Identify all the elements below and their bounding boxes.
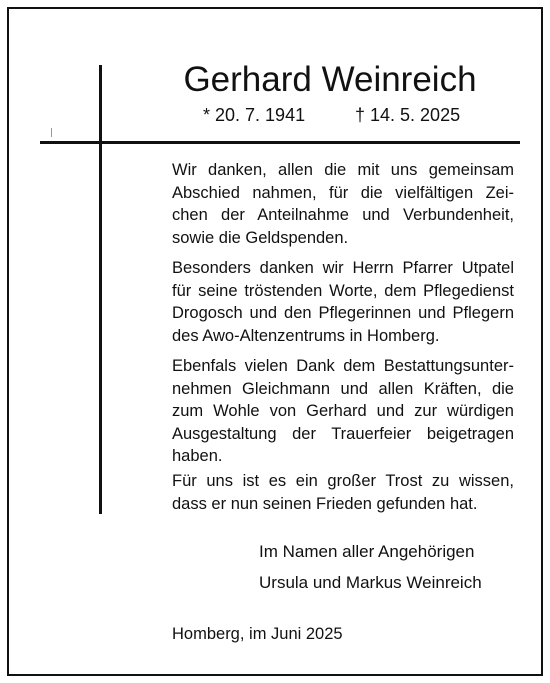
- text-line: Besonders danken wir Herrn Pfarrer Utpatel: [172, 259, 514, 277]
- place-and-date: Homberg, im Juni 2025: [172, 625, 343, 643]
- text-line: für seine tröstenden Worte, dem Pflegedienst: [172, 281, 514, 300]
- text-line: haben.: [172, 447, 223, 466]
- small-mark: [51, 128, 52, 137]
- deceased-name: Gerhard Weinreich: [183, 60, 477, 99]
- signature-names: Ursula und Markus Weinreich: [259, 573, 482, 592]
- text-line: nehmen Gleichmann und allen Kräften, die: [172, 379, 514, 398]
- text-line: Ebenfals vielen Dank dem Bestattungsunter-: [172, 357, 514, 375]
- text-line: zum Wohle von Gerhard und zur würdigen: [172, 402, 514, 421]
- paragraph-comfort: [172, 470, 514, 515]
- paragraph-special-thanks: [172, 257, 514, 347]
- cross-vertical-bar: [99, 65, 102, 514]
- birth-date: * 20. 7. 1941: [203, 105, 306, 125]
- paragraph-funeral-thanks: [172, 355, 514, 468]
- cross-horizontal-bar: [40, 141, 520, 144]
- death-date: † 14. 5. 2025: [355, 105, 461, 125]
- text-line: Für uns ist es ein großer Trost zu wissen,: [172, 472, 514, 490]
- text-line: dass er nun seinen Frieden gefunden hat.: [172, 494, 478, 513]
- paragraph-thanks: [172, 159, 514, 249]
- signature-intro: Im Namen aller Angehörigen: [259, 542, 475, 561]
- text-line: Abschied nahmen, für die vielfältigen Zei-: [172, 183, 514, 202]
- text-line: Ausgestaltung der Trauerfeier beigetragen: [172, 424, 514, 443]
- text-line: Drogosch und den Pflegerinnen und Pflegern: [172, 304, 514, 323]
- text-line: des Awo-Altenzentrums in Homberg.: [172, 326, 440, 345]
- text-line: sowie die Geldspenden.: [172, 228, 349, 247]
- text-line: chen der Anteilnahme und Verbundenheit,: [172, 206, 514, 225]
- text-line: Wir danken, allen die mit uns gemeinsam: [172, 161, 514, 179]
